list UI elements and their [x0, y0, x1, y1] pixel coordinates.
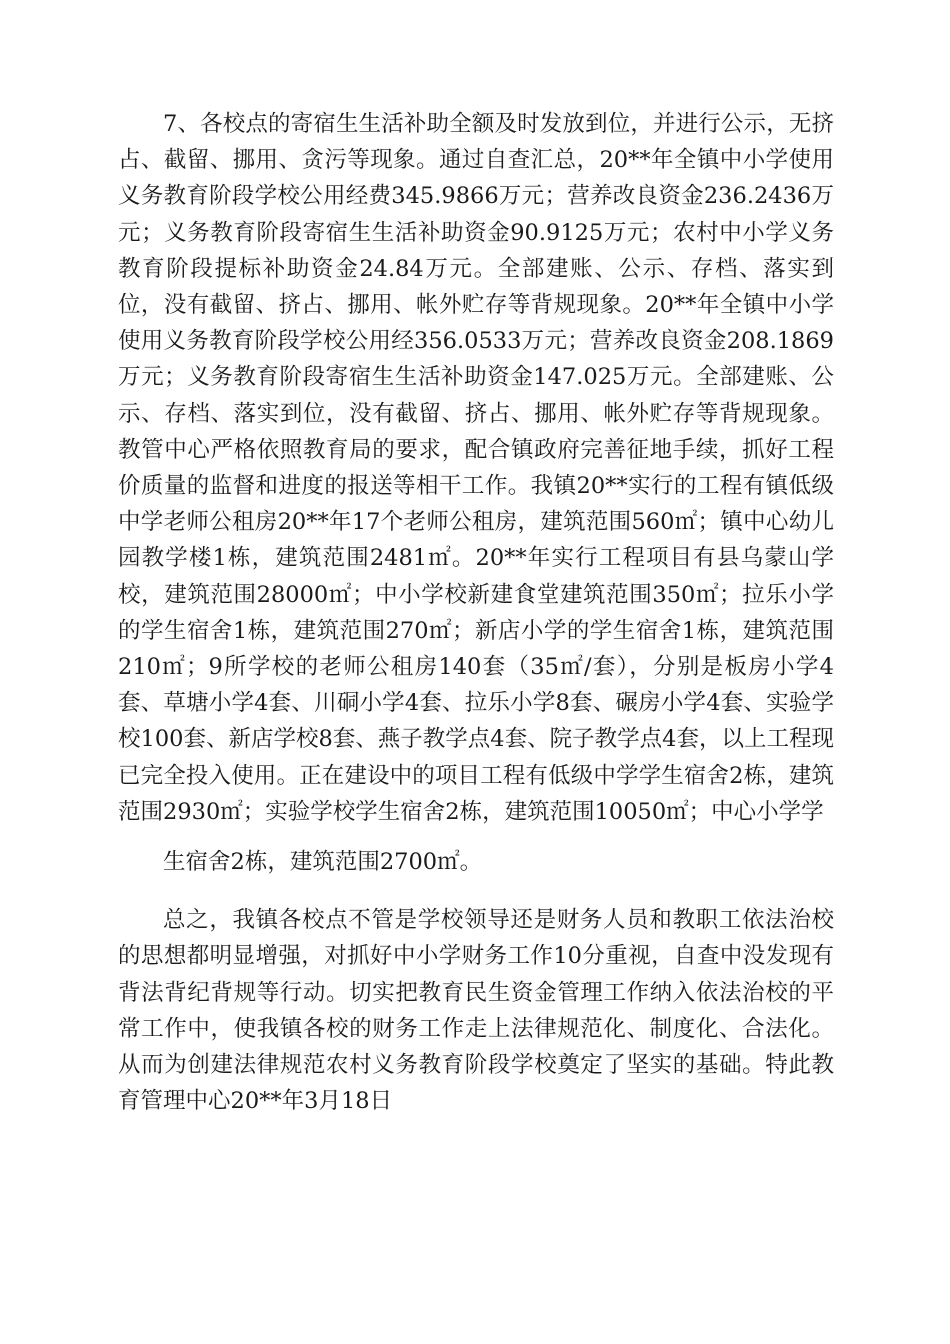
paragraph-dormitory-continuation: 生宿舍2栋，建筑范围2700㎡。	[163, 849, 483, 876]
document-page	[118, 106, 834, 1119]
paragraph-conclusion: 总之，我镇各校点不管是学校领导还是财务人员和教职工依法治校的思想都明显增强，对抓好中小学财务工作10分重视，自查中没发现有背法背纪背规等行动。切实把教育民生资金管理工作纳入依法治校的平常工作中，使我镇各校的财务工作走上法律规范化、制度化、合法化。从而为创建法律规范农村义务教育阶段学校奠定了坚实的基础。特此教育管理中心20**年3月18日	[118, 907, 834, 1115]
paragraph-funding-and-projects: 7、各校点的寄宿生生活补助全额及时发放到位，并进行公示，无挤占、截留、挪用、贪污等现象。通过自查汇总，20**年全镇中小学使用义务教育阶段学校公用经费345.9866万元；营养改良资金236.2436万元；义务教育阶段寄宿生生活补助资金90.9125万元；农村中小学义务教育阶段提标补助资金24.84万元。全部建账、公示、存档、落实到位，没有截留、挤占、挪用、帐外贮存等背规现象。20**年全镇中小学使用义务教育阶段学校公用经356.0533万元；营养改良资金208.1869万元；义务教育阶段寄宿生生活补助资金147.025万元。全部建账、公示、存档、落实到位，没有截留、挤占、挪用、帐外贮存等背规现象。教管中心严格依照教育局的要求，配合镇政府完善征地手续，抓好工程价质量的监督和进度的报送等相干工作。我镇20**实行的工程有镇低级中学老师公租房20**年17个老师公租房，建筑范围560㎡；镇中心幼儿园教学楼1栋，建筑范围2481㎡。20**年实行工程项目有县乌蒙山学校，建筑范围28000㎡；中小学校新建食堂建筑范围350㎡；拉乐小学的学生宿舍1栋，建筑范围270㎡；新店小学的学生宿舍1栋，建筑范围210㎡；9所学校的老师公租房140套（35㎡/套），分别是板房小学4套、草塘小学4套、川硐小学4套、拉乐小学8套、碾房小学4套、实验学校100套、新店学校8套、燕子教学点4套、院子教学点4套，以上工程现已完全投入使用。正在建设中的项目工程有低级中学学生宿舍2栋，建筑范围2930㎡；实验学校学生宿舍2栋，建筑范围10050㎡；中心小学学	[118, 111, 834, 825]
